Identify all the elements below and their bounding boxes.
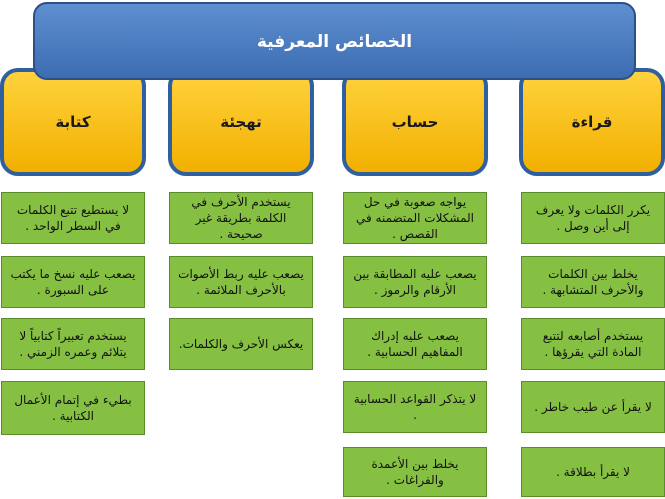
reading-item-5: لا يقرأ بطلاقة .: [521, 447, 665, 497]
title-text: الخصائص المعرفية: [256, 32, 413, 52]
arithmetic-item-4: لا يتذكر القواعد الحسابية .: [343, 381, 487, 433]
category-spelling: [168, 68, 314, 176]
diagram-title: [33, 2, 636, 80]
category-label: كتابة: [55, 113, 91, 131]
category-arithmetic: [342, 68, 488, 176]
category-label: حساب: [391, 113, 439, 131]
writing-item-1: لا يستطيع تتبع الكلمات في السطر الواحد .: [1, 192, 145, 244]
writing-item-2: يصعب عليه نسخ ما يكتب على السبورة .: [1, 256, 145, 308]
reading-item-2: يخلط بين الكلمات والأحرف المتشابهة .: [521, 256, 665, 308]
spelling-item-3: يعكس الأحرف والكلمات.: [169, 318, 313, 370]
spelling-item-1: يستخدم الأحرف في الكلمة بطريقة غير صحيحة .: [169, 192, 313, 244]
writing-item-3: يستخدم تعبيراً كتابياً لا يتلائم وعمره الزمني .: [1, 318, 145, 370]
arithmetic-item-5: يخلط بين الأعمدة والفراغات .: [343, 447, 487, 497]
arithmetic-item-1: يواجه صعوبة في حل المشكلات المتضمنه في القصص .: [343, 192, 487, 244]
spelling-item-2: يصعب عليه ربط الأصوات بالأحرف الملائمة .: [169, 256, 313, 308]
arithmetic-item-3: يصعب عليه إدراك المفاهيم الحسابية .: [343, 318, 487, 370]
category-writing: [0, 68, 146, 176]
category-label: قراءة: [571, 113, 613, 131]
writing-item-4: بطيء في إتمام الأعمال الكتابية .: [1, 381, 145, 435]
arithmetic-item-2: يصعب عليه المطابقة بين الأرقام والرموز .: [343, 256, 487, 308]
reading-item-4: لا يقرأ عن طيب خاطر .: [521, 381, 665, 433]
category-reading: [519, 68, 665, 176]
reading-item-3: يستخدم أصابعه لتتبع المادة التي يقرؤها .: [521, 318, 665, 370]
reading-item-1: يكرر الكلمات ولا يعرف إلى أين وصل .: [521, 192, 665, 244]
category-label: تهجئة: [220, 113, 262, 131]
